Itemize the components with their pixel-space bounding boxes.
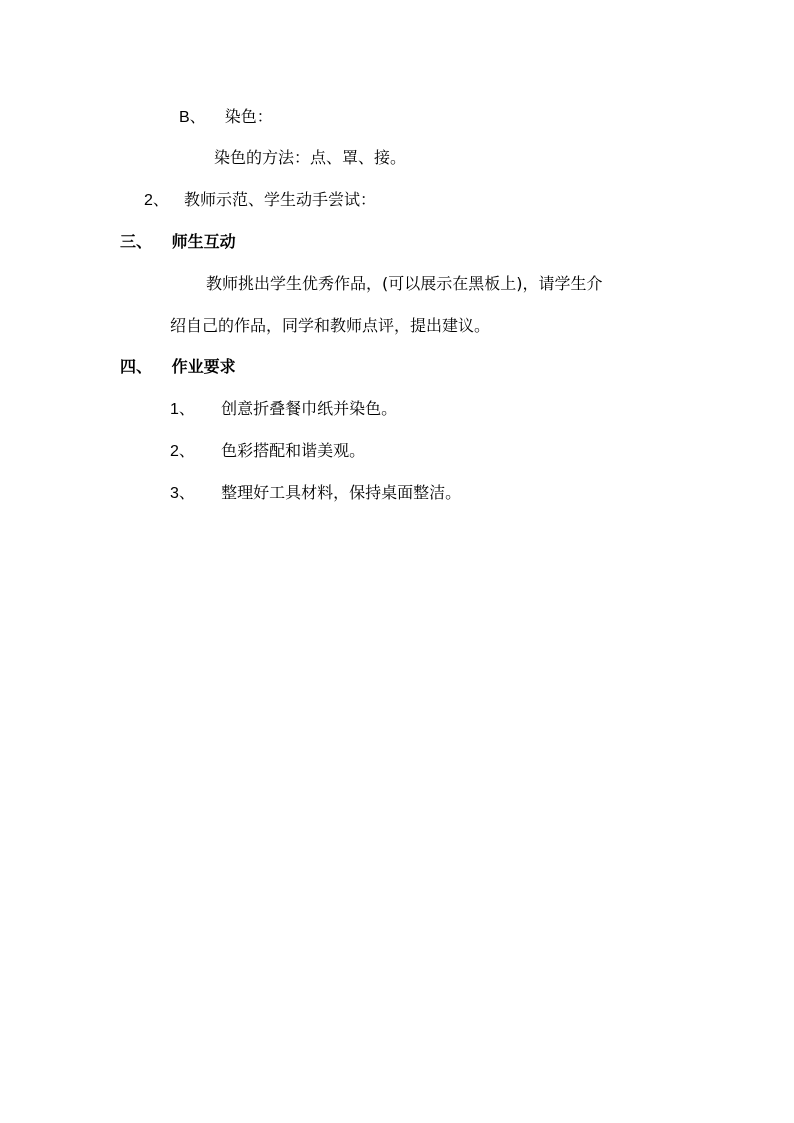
item-2-text: 教师示范、学生动手尝试：	[184, 190, 377, 209]
section-3-title: 师生互动	[171, 232, 236, 251]
homework-item-1-text: 创意折叠餐巾纸并染色。	[221, 399, 398, 418]
section-4-title: 作业要求	[171, 357, 236, 376]
homework-item-1	[170, 399, 397, 419]
item-b-text: 染色：	[224, 107, 273, 126]
section-4-marker: 四、	[120, 357, 153, 376]
section-3-marker: 三、	[120, 232, 153, 251]
item-b-marker: B、	[179, 109, 206, 126]
homework-item-1-marker: 1、	[170, 401, 195, 418]
section-4-heading	[120, 357, 236, 377]
homework-item-2-marker: 2、	[170, 443, 195, 460]
section-3-heading	[120, 232, 236, 252]
homework-item-3-text: 整理好工具材料，保持桌面整洁。	[221, 483, 462, 502]
item-2	[144, 190, 376, 210]
homework-item-2	[170, 441, 365, 461]
homework-item-3	[170, 483, 461, 503]
item-2-marker: 2、	[144, 192, 169, 209]
section-3-paragraph-line-1: 教师挑出学生优秀作品，(可以展示在黑板上)，请学生介	[206, 274, 603, 293]
dye-method-line: 染色的方法：点、罩、接。	[214, 148, 407, 167]
homework-item-2-text: 色彩搭配和谐美观。	[221, 441, 366, 460]
homework-item-3-marker: 3、	[170, 485, 195, 502]
item-b	[179, 107, 273, 127]
section-3-paragraph-line-2: 绍自己的作品，同学和教师点评，提出建议。	[170, 316, 491, 335]
